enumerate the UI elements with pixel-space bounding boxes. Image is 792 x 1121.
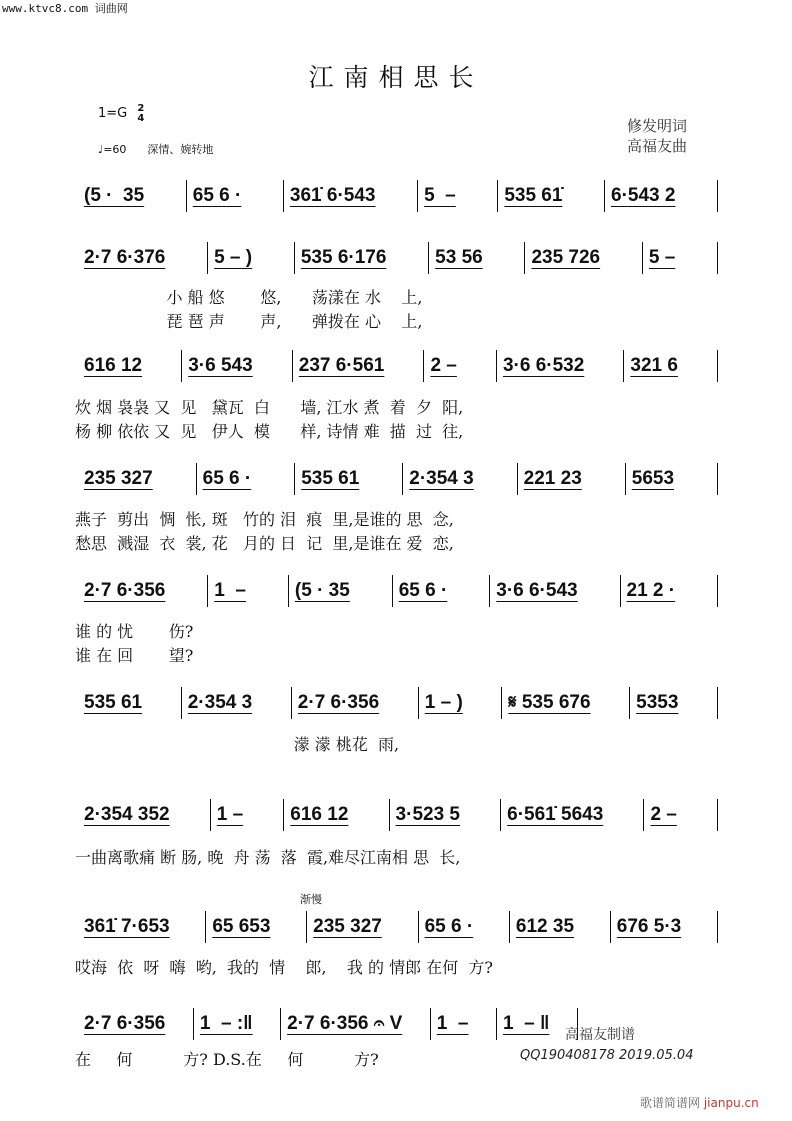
lyric-line: 谁 在 回 望? <box>75 646 194 665</box>
measure: 535 61 <box>295 463 403 495</box>
measure: 535 61̇ <box>498 180 605 212</box>
measure: 2·7 6·356 <box>78 575 208 607</box>
measure: 2·354 3 <box>403 463 517 495</box>
lyric-line: 濛 濛 桃花 雨, <box>75 735 400 754</box>
measure: 1 – ) <box>419 687 503 719</box>
time-top: 2 <box>137 102 145 114</box>
lyric-line: 愁思 溅湿 衣 裳, 花 月的 日 记 里,是谁在 爱 恋, <box>75 534 454 553</box>
time-bottom: 4 <box>137 112 145 124</box>
credits <box>627 116 687 156</box>
lyric-line: 一曲离歌痛 断 肠, 晚 舟 荡 落 霞,难尽江南相 思 长, <box>75 848 461 867</box>
measure: 3·6 6·532 <box>497 350 624 382</box>
measure: 1 – :‖ <box>194 1008 281 1040</box>
key: 1=G <box>98 106 128 121</box>
lyric-line: 哎海 依 呀 嗨 哟, 我的 情 郎, 我 的 情郎 在何 方? <box>75 958 493 977</box>
measure: 2·7 6·356 <box>292 687 419 719</box>
lyric-line: 在 何 方? D.S.在 何 方? <box>75 1050 379 1069</box>
lyric-line: 炊 烟 袅袅 又 见 黛瓦 白 墙, 江水 煮 着 夕 阳, <box>75 398 464 417</box>
measure: 676 5·3 <box>611 911 718 943</box>
measure: 53 56 <box>429 242 525 274</box>
measure: 2 – <box>424 350 497 382</box>
song-title: 江南相思长 <box>308 63 484 92</box>
measure: 6·561̇ 5643 <box>501 799 644 831</box>
staff-line <box>78 242 718 274</box>
staff-line <box>78 350 718 382</box>
contact-date: QQ190408178 2019.05.04 <box>520 1048 694 1063</box>
measure: 235 726 <box>525 242 642 274</box>
tempo: ♩=60 <box>98 143 127 156</box>
measure: 65 6 · <box>197 463 296 495</box>
staff-line <box>78 575 718 607</box>
measure: 5 – ) <box>208 242 295 274</box>
measure: 21 2 · <box>621 575 719 607</box>
measure: 3·523 5 <box>390 799 502 831</box>
measure: 65 6 · <box>187 180 284 212</box>
measure: 1 – <box>431 1008 497 1040</box>
measure: 2·7 6·356 <box>78 1008 194 1040</box>
staff-line <box>78 463 718 495</box>
measure: 3·6 6·543 <box>490 575 620 607</box>
staff-line <box>78 180 718 212</box>
tempo-change: 渐慢 <box>300 893 322 906</box>
measure: 𝄋 535 676 <box>502 687 630 719</box>
expression: 深情、婉转地 <box>147 143 214 156</box>
measure: 6·543 2 <box>605 180 718 212</box>
staff-line <box>78 799 718 831</box>
watermark-en: jianpu.cn <box>703 1096 759 1110</box>
measure: (5 · 35 <box>78 180 187 212</box>
lyricist: 修发明词 <box>627 117 688 135</box>
lyric-line: 小 船 悠 悠, 荡漾在 水 上, <box>75 288 423 307</box>
measure: (5 · 35 <box>289 575 393 607</box>
staff-line <box>78 911 718 943</box>
site-watermark: www.ktvc8.com 词曲网 <box>2 2 128 15</box>
measure: 5 – <box>643 242 718 274</box>
arranger: 高福友制谱 <box>565 1027 635 1043</box>
bottom-watermark <box>640 1096 759 1111</box>
measure: 1 – <box>208 575 289 607</box>
lyric-line: 燕子 剪出 惆 怅, 斑 竹的 泪 痕 里,是谁的 思 念, <box>75 510 454 529</box>
composer: 高福友曲 <box>627 137 688 155</box>
measure: 321 6 <box>624 350 718 382</box>
lyric-line: 琵 琶 声 声, 弹拨在 心 上, <box>75 312 423 331</box>
measure: 2 – <box>644 799 718 831</box>
measure: 361̇ 7·653 <box>78 911 206 943</box>
measure: 1 – ‖ <box>497 1008 578 1040</box>
measure: 5653 <box>626 463 718 495</box>
measure: 2·354 352 <box>78 799 211 831</box>
measure: 237 6·561 <box>293 350 425 382</box>
watermark-cn: 歌谱简谱网 <box>640 1096 701 1110</box>
measure: 2·7 6·356 𝄐 V <box>281 1008 431 1040</box>
measure: 616 12 <box>78 350 182 382</box>
staff-line <box>78 687 718 719</box>
lyric-line: 杨 柳 依依 又 见 伊人 模 样, 诗情 难 描 过 往, <box>75 422 464 441</box>
measure: 65 653 <box>206 911 307 943</box>
measure: 2·354 3 <box>182 687 292 719</box>
measure: 5353 <box>630 687 718 719</box>
measure: 5 – <box>418 180 498 212</box>
measure: 3·6 543 <box>182 350 293 382</box>
measure: 361̇ 6·543 <box>284 180 418 212</box>
lyric-line: 谁 的 忧 伤? <box>75 622 194 641</box>
measure: 535 6·176 <box>295 242 429 274</box>
measure: 1 – <box>211 799 285 831</box>
measure: 65 6 · <box>419 911 510 943</box>
key-signature <box>98 103 144 125</box>
tempo-marking <box>98 143 213 157</box>
measure: 65 6 · <box>393 575 491 607</box>
measure: 235 327 <box>78 463 197 495</box>
measure: 235 327 <box>307 911 418 943</box>
measure: 2·7 6·376 <box>78 242 208 274</box>
measure: 612 35 <box>510 911 611 943</box>
measure: 616 12 <box>284 799 389 831</box>
time-signature <box>137 104 144 124</box>
staff-line <box>78 1008 578 1040</box>
measure: 535 61 <box>78 687 182 719</box>
measure: 221 23 <box>518 463 626 495</box>
